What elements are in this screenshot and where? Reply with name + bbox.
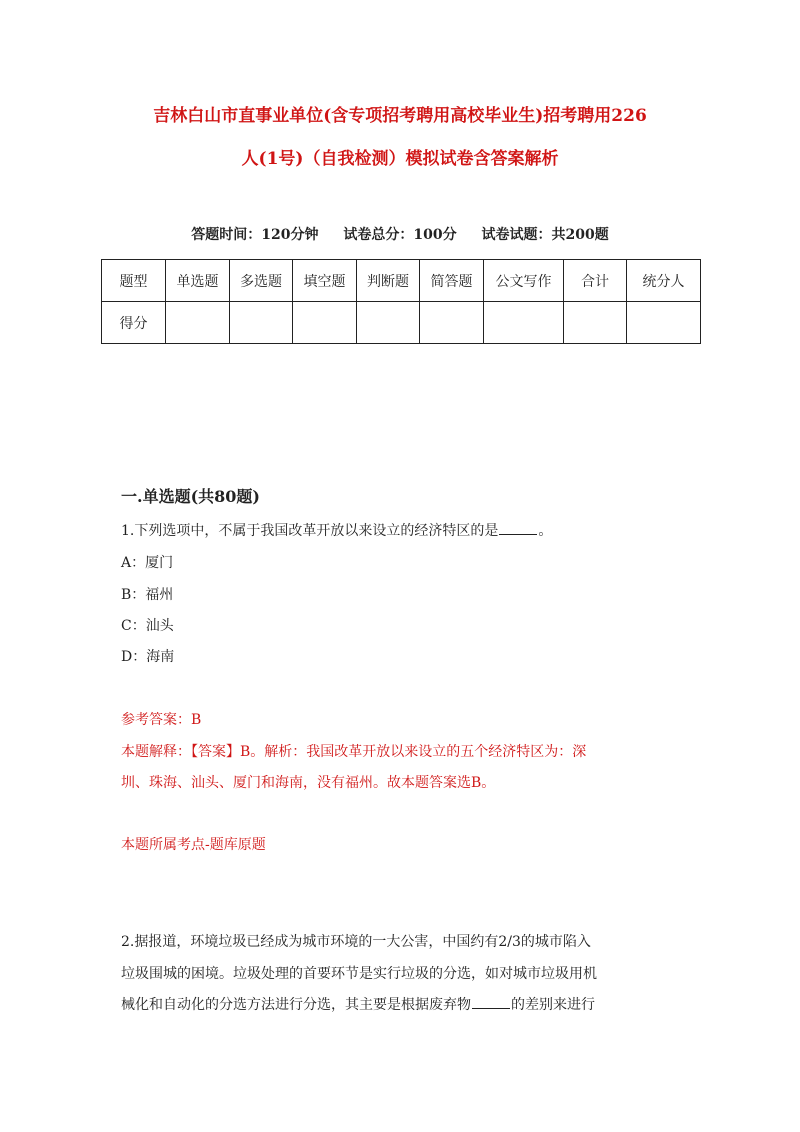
- exam-title-line2: 人(1号)（自我检测）模拟试卷含答案解析: [241, 149, 559, 169]
- question-2-line3: 械化和自动化的分选方法进行分选，其主要是根据废弃物 的差别来进行: [121, 997, 595, 1013]
- score-table-header-row: [102, 260, 701, 302]
- score-cell: [230, 302, 293, 344]
- section-title: 一.单选题(共80题): [121, 487, 260, 506]
- score-cell: [293, 302, 357, 344]
- score-table-header: 合计: [564, 260, 627, 302]
- question-1-option-a: A：厦门: [121, 555, 174, 571]
- score-table-header: 判断题: [357, 260, 420, 302]
- score-cell: [484, 302, 564, 344]
- score-row-label: 得分: [102, 302, 166, 344]
- question-1-option-c: C：汕头: [121, 618, 174, 634]
- score-table-score-row: [102, 302, 701, 344]
- total-score: 试卷总分：100分: [343, 227, 457, 243]
- score-cell: [627, 302, 701, 344]
- exam-time: 答题时间：120分钟: [191, 227, 319, 243]
- score-table: [101, 259, 701, 344]
- score-cell: [420, 302, 484, 344]
- score-cell: [357, 302, 420, 344]
- question-1-stem: 1.下列选项中，不属于我国改革开放以来设立的经济特区的是 。: [121, 523, 553, 539]
- question-1-answer: 参考答案：B: [121, 712, 202, 728]
- answer-blank: [499, 534, 537, 535]
- question-2-line1: 2.据报道，环境垃圾已经成为城市环境的一大公害，中国约有2/3的城市陷入: [121, 934, 591, 950]
- question-1-option-b: B：福州: [121, 587, 174, 603]
- score-table-header: 单选题: [166, 260, 230, 302]
- score-cell: [564, 302, 627, 344]
- score-table-header: 统分人: [627, 260, 701, 302]
- score-table-header: 公文写作: [484, 260, 564, 302]
- question-1-source: 本题所属考点-题库原题: [121, 837, 266, 853]
- score-table-header: 填空题: [293, 260, 357, 302]
- score-table-header: 题型: [102, 260, 166, 302]
- question-2-line2: 垃圾围城的困境。垃圾处理的首要环节是实行垃圾的分选，如对城市垃圾用机: [121, 966, 597, 982]
- question-1-explanation-line1: 本题解释：【答案】B。解析：我国改革开放以来设立的五个经济特区为：深: [121, 744, 587, 760]
- total-questions: 试卷试题：共200题: [481, 227, 609, 243]
- score-table-header: 简答题: [420, 260, 484, 302]
- answer-blank: [472, 1008, 510, 1009]
- question-1-explanation-line2: 圳、珠海、汕头、厦门和海南，没有福州。故本题答案选B。: [121, 775, 496, 791]
- exam-meta: [100, 224, 700, 244]
- score-table-header: 多选题: [230, 260, 293, 302]
- score-cell: [166, 302, 230, 344]
- question-1-option-d: D：海南: [121, 649, 175, 665]
- exam-title-line1: 吉林白山市直事业单位(含专项招考聘用高校毕业生)招考聘用226: [153, 106, 647, 126]
